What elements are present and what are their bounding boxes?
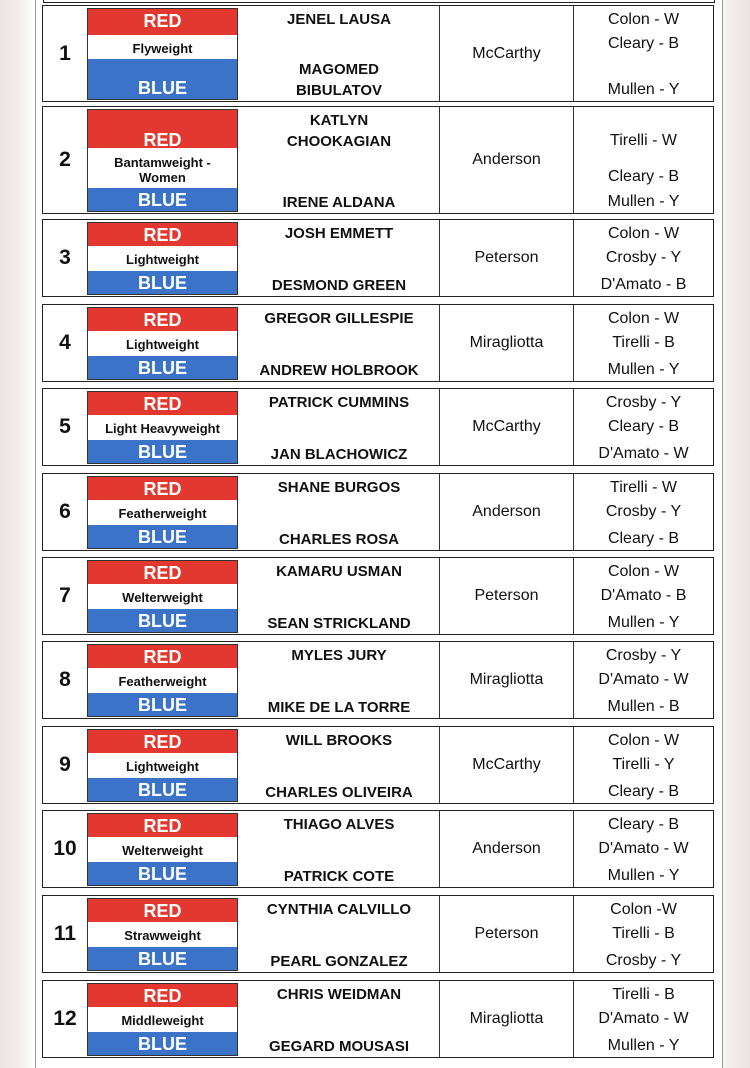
red-fighter: THIAGO ALVES — [283, 816, 395, 833]
blue-fighter: PEARL GONZALEZ — [270, 953, 408, 970]
blue-corner-label: BLUE — [88, 59, 237, 99]
bout-number: 3 — [59, 246, 71, 269]
red-fighter: JOSH EMMETT — [284, 225, 394, 242]
red-fighter: GREGOR GILLESPIE — [264, 310, 414, 327]
blue-fighter: IRENE ALDANA — [282, 194, 396, 211]
judges-cell — [574, 107, 713, 213]
red-fighter: CYNTHIA CALVILLO — [266, 901, 412, 918]
weight-class: Welterweight — [122, 590, 203, 605]
red-fighter: MYLES JURY — [291, 647, 387, 664]
judge-2: D'Amato - B — [600, 587, 687, 604]
judge-1: Colon - W — [607, 563, 680, 580]
corner-block — [87, 813, 238, 886]
judge-1: Crosby - Y — [605, 647, 682, 664]
judge-3: Cleary - B — [607, 783, 680, 800]
judge-3: Mullen - Y — [607, 81, 680, 98]
corner-block — [87, 391, 238, 464]
red-fighter: WILL BROOKS — [285, 732, 393, 749]
fighters-cell — [239, 558, 440, 634]
judges-cell — [574, 6, 713, 101]
corner-block — [87, 8, 238, 100]
red-corner-label: RED — [88, 561, 237, 584]
judge-2: Tirelli - Y — [612, 756, 675, 773]
red-fighter: JENEL LAUSA — [287, 11, 391, 28]
judge-1: Tirelli - B — [612, 986, 675, 1003]
fighters-cell — [239, 220, 440, 296]
judge-3: Mullen - Y — [607, 614, 680, 631]
red-corner-label: RED — [88, 984, 237, 1007]
blue-corner-label: BLUE — [88, 271, 237, 294]
fighters-cell — [239, 727, 440, 803]
judge-2: Tirelli - B — [612, 334, 675, 351]
fighters-cell — [239, 305, 440, 381]
judge-2: D'Amato - W — [598, 840, 689, 857]
judge-3: D'Amato - B — [600, 276, 687, 293]
judge-2: Crosby - Y — [605, 249, 682, 266]
bout-number: 8 — [59, 668, 71, 691]
judges-cell — [574, 811, 713, 887]
bout-row — [42, 219, 714, 297]
blue-fighter: SEAN STRICKLAND — [267, 615, 411, 632]
judge-3: Mullen - Y — [607, 867, 680, 884]
judge-3: Mullen - Y — [607, 361, 680, 378]
judge-2: Cleary - B — [607, 418, 680, 435]
blue-corner-label: BLUE — [88, 188, 237, 211]
judge-2: Cleary - B — [607, 168, 680, 185]
judge-1: Colon - W — [607, 225, 680, 242]
bout-number: 10 — [53, 837, 77, 860]
fighters-cell — [239, 474, 440, 550]
weight-class: Strawweight — [124, 928, 201, 943]
corner-block — [87, 307, 238, 380]
red-fighter: SHANE BURGOS — [277, 479, 401, 496]
bout-row — [42, 557, 714, 635]
red-corner-label: RED — [88, 110, 237, 148]
bout-number: 2 — [59, 148, 71, 171]
judge-1: Cleary - B — [607, 816, 680, 833]
referee-name: Miragliotta — [440, 305, 574, 381]
bout-number: 9 — [59, 753, 71, 776]
referee-name: Miragliotta — [440, 642, 574, 718]
red-corner-label: RED — [88, 308, 237, 331]
judge-1: Colon - W — [607, 11, 680, 28]
corner-block — [87, 898, 238, 971]
corner-block — [87, 644, 238, 717]
weight-class: Lightweight — [126, 337, 199, 352]
corner-block — [87, 476, 238, 549]
corner-block — [87, 109, 238, 212]
judges-cell — [574, 220, 713, 296]
referee-name: Peterson — [440, 896, 574, 972]
judge-1: Colon -W — [610, 901, 677, 918]
bout-number: 1 — [59, 41, 71, 65]
corner-block — [87, 729, 238, 802]
blue-corner-label: BLUE — [88, 947, 237, 970]
judge-2: Tirelli - B — [612, 925, 675, 942]
bout-row — [42, 895, 714, 973]
weight-class: Lightweight — [126, 252, 199, 267]
judge-2: Cleary - B — [607, 35, 680, 52]
bout-row — [42, 641, 714, 719]
blue-corner-label: BLUE — [88, 862, 237, 885]
red-corner-label: RED — [88, 9, 237, 35]
fighters-cell — [239, 107, 440, 213]
red-corner-label: RED — [88, 223, 237, 246]
red-corner-label: RED — [88, 645, 237, 668]
judge-3: Mullen - B — [607, 698, 680, 715]
fighters-cell — [239, 6, 440, 101]
bout-row — [42, 388, 714, 466]
judge-1: Colon - W — [607, 732, 680, 749]
referee-name: Miragliotta — [440, 981, 574, 1057]
corner-block — [87, 560, 238, 633]
weight-class: Middleweight — [121, 1013, 204, 1028]
referee-name: McCarthy — [440, 727, 574, 803]
red-corner-label: RED — [88, 899, 237, 922]
weight-class: Lightweight — [126, 759, 199, 774]
red-fighter: CHRIS WEIDMAN — [276, 986, 402, 1003]
judges-cell — [574, 981, 713, 1057]
red-fighter: PATRICK CUMMINS — [268, 394, 410, 411]
fighters-cell — [239, 981, 440, 1057]
blue-fighter: CHARLES OLIVEIRA — [265, 784, 413, 801]
weight-class: Featherweight — [118, 506, 207, 521]
red-corner-label: RED — [88, 392, 237, 415]
blue-corner-label: BLUE — [88, 778, 237, 801]
red-fighter: KATLYN CHOOKAGIAN — [286, 112, 392, 150]
weight-class: Welterweight — [122, 843, 203, 858]
bout-row — [42, 810, 714, 888]
judge-1: Crosby - Y — [605, 394, 682, 411]
judge-2: D'Amato - W — [598, 1010, 689, 1027]
bout-number: 11 — [53, 922, 77, 945]
judge-1: Tirelli - W — [610, 479, 677, 496]
judge-2: D'Amato - W — [598, 671, 689, 688]
judge-3: Crosby - Y — [605, 952, 682, 969]
blue-fighter: CHARLES ROSA — [278, 531, 399, 548]
referee-name: Anderson — [440, 474, 574, 550]
judges-cell — [574, 305, 713, 381]
blue-corner-label: BLUE — [88, 609, 237, 632]
blue-corner-label: BLUE — [88, 356, 237, 379]
blue-fighter: PATRICK COTE — [283, 868, 395, 885]
bout-row — [42, 473, 714, 551]
red-corner-label: RED — [88, 730, 237, 753]
fighters-cell — [239, 389, 440, 465]
judges-cell — [574, 389, 713, 465]
referee-name: McCarthy — [440, 6, 574, 101]
referee-name: McCarthy — [440, 389, 574, 465]
blue-fighter: ANDREW HOLBROOK — [259, 362, 419, 379]
corner-block — [87, 983, 238, 1056]
bout-row — [42, 980, 714, 1058]
judge-3: D'Amato - W — [598, 445, 689, 462]
judge-3: Cleary - B — [607, 530, 680, 547]
red-fighter: KAMARU USMAN — [276, 563, 402, 580]
blue-fighter: MIKE DE LA TORRE — [267, 699, 411, 716]
weight-class: Light Heavyweight — [105, 421, 220, 436]
referee-name: Anderson — [440, 811, 574, 887]
judge-3: Mullen - Y — [607, 193, 680, 210]
judges-cell — [574, 474, 713, 550]
judge-3: Mullen - Y — [607, 1037, 680, 1054]
bout-number: 12 — [53, 1007, 77, 1030]
red-corner-label: RED — [88, 814, 237, 837]
bout-number: 5 — [59, 415, 71, 438]
blue-fighter: JAN BLACHOWICZ — [270, 446, 408, 463]
bout-row — [42, 5, 714, 102]
fighters-cell — [239, 642, 440, 718]
blue-fighter: GEGARD MOUSASI — [268, 1038, 409, 1055]
blue-fighter: MAGOMED BIBULATOV — [295, 61, 383, 99]
blue-corner-label: BLUE — [88, 1032, 237, 1055]
bout-row — [42, 106, 714, 214]
table-header — [43, 0, 715, 3]
bout-row — [42, 726, 714, 804]
blue-fighter: DESMOND GREEN — [271, 277, 407, 294]
weight-class: Featherweight — [118, 674, 207, 689]
weight-class: Bantamweight - Women — [114, 154, 211, 185]
weight-class: Flyweight — [132, 40, 193, 56]
corner-block — [87, 222, 238, 295]
blue-corner-label: BLUE — [88, 693, 237, 716]
judge-1: Colon - W — [607, 310, 680, 327]
referee-name: Peterson — [440, 558, 574, 634]
bout-number: 6 — [59, 500, 71, 523]
blue-corner-label: BLUE — [88, 525, 237, 548]
fighters-cell — [239, 896, 440, 972]
referee-name: Anderson — [440, 107, 574, 213]
blue-corner-label: BLUE — [88, 440, 237, 463]
judge-1: Tirelli - W — [610, 132, 677, 149]
red-corner-label: RED — [88, 477, 237, 500]
bout-number: 4 — [59, 331, 71, 354]
judges-cell — [574, 896, 713, 972]
judges-cell — [574, 642, 713, 718]
bout-row — [42, 304, 714, 382]
fighters-cell — [239, 811, 440, 887]
judge-2: Crosby - Y — [605, 503, 682, 520]
judges-cell — [574, 558, 713, 634]
referee-name: Peterson — [440, 220, 574, 296]
judges-cell — [574, 727, 713, 803]
bout-number: 7 — [59, 584, 71, 607]
